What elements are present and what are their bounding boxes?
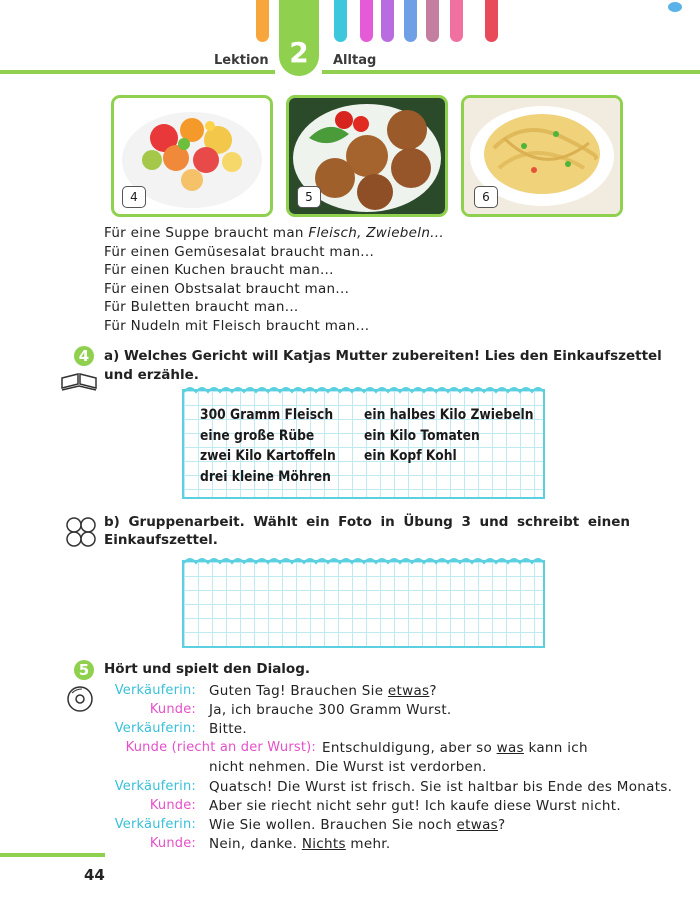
task-4b-line1: b) Gruppenarbeit. Wählt ein Foto in Übung 3 und schreibt einen	[104, 514, 630, 530]
dialog-line	[322, 740, 588, 756]
task-number-5: 5	[74, 660, 94, 680]
header-rule-left	[0, 70, 275, 74]
dialog-text: Aber sie riecht nicht sehr gut! Ich kaufe diese Wurst nicht.	[209, 797, 621, 814]
dialog-text: Nein, danke.	[209, 835, 302, 852]
empty-shopping-list-note[interactable]	[182, 560, 545, 648]
dialog-text: Quatsch! Die Wurst ist frisch. Sie ist haltbar bis Ende des Monats.	[209, 778, 673, 795]
dialog-text: ?	[429, 683, 437, 699]
speaker-name: Verkäuferin:	[114, 721, 196, 737]
photo-fruit-salad	[111, 95, 273, 217]
dialog-line	[209, 759, 487, 775]
sentence-line	[104, 281, 349, 297]
speaker-name: Kunde (riecht an der Wurst):	[125, 740, 316, 756]
sentence-italic: Fleisch, Zwiebeln...	[308, 225, 444, 241]
lesson-label: Lektion	[214, 53, 269, 68]
dialog-text: Bitte.	[209, 721, 247, 738]
dialog-line	[209, 798, 621, 814]
color-stripe	[404, 0, 417, 42]
color-stripe	[381, 0, 394, 42]
corner-logo	[668, 2, 682, 12]
photo-number: 4	[122, 186, 146, 208]
color-stripe	[485, 0, 498, 42]
task-4a-line2: und erzähle.	[104, 367, 199, 383]
speaker-name: Verkäuferin:	[114, 683, 196, 698]
sentence-line	[104, 244, 374, 260]
dialog-text: kann ich	[523, 740, 588, 757]
dialog-line	[209, 836, 391, 852]
sentence-text: Für Nudeln mit Fleisch braucht man...	[104, 318, 370, 334]
dialog-text: Ja, ich brauche 300 Gramm Wurst.	[209, 702, 452, 719]
page-number: 44	[84, 866, 105, 884]
shopping-list-item: ein halbes Kilo Zwiebeln	[364, 407, 534, 423]
shopping-list-item: eine große Rübe	[200, 427, 315, 444]
task-5-title: Hört und spielt den Dialog.	[104, 661, 311, 677]
sentence-text: Für eine Suppe braucht man	[104, 225, 309, 241]
sentence-text: Für einen Kuchen braucht man...	[104, 262, 334, 279]
color-stripe	[360, 0, 373, 42]
photo-number: 6	[474, 186, 498, 208]
group-work-icon	[64, 515, 98, 547]
photo-pasta	[461, 95, 623, 217]
shopping-list-item: ein Kopf Kohl	[364, 448, 457, 464]
color-stripe	[256, 0, 269, 42]
underlined-word: etwas	[456, 816, 498, 833]
dialog-line	[209, 702, 452, 718]
speaker-name: Kunde:	[149, 797, 196, 813]
photo-number: 5	[297, 186, 321, 208]
lesson-topic: Alltag	[333, 53, 377, 68]
note-spiral-edge	[184, 555, 543, 565]
dialog-line	[209, 683, 437, 699]
dialog-text: nicht nehmen. Die Wurst ist verdorben.	[209, 759, 487, 776]
underlined-word: was	[496, 740, 524, 757]
underlined-word: Nichts	[301, 835, 346, 852]
shopping-list-note	[182, 389, 545, 499]
speaker-name: Kunde:	[149, 835, 196, 851]
color-stripe	[426, 0, 439, 42]
lesson-number: 2	[289, 36, 309, 69]
shopping-list-item: 300 Gramm Fleisch	[200, 407, 334, 423]
header-rule-right	[322, 70, 700, 74]
dialog-line	[209, 721, 247, 737]
sentence-text: Für einen Gemüsesalat braucht man...	[104, 243, 375, 260]
task-4a-line1: a) Welches Gericht will Katjas Mutter zubereiten! Lies den Einkaufszettel	[104, 348, 662, 364]
dialog-line	[209, 779, 672, 795]
task-4b-line2: Einkaufszettel.	[104, 532, 218, 548]
dialog-text: Guten Tag! Brauchen Sie	[209, 683, 388, 699]
task-number-4: 4	[74, 346, 94, 366]
color-stripe	[334, 0, 347, 42]
speaker-name: Verkäuferin:	[114, 816, 196, 832]
sentence-line	[104, 299, 299, 315]
dialog-text: mehr.	[345, 835, 391, 852]
color-stripe	[450, 0, 463, 42]
dialog-text: Entschuldigung, aber so	[322, 740, 497, 757]
speaker-name: Verkäuferin:	[114, 778, 196, 794]
book-icon	[60, 370, 98, 392]
footer-rule	[0, 853, 105, 857]
sentence-line	[104, 318, 369, 334]
note-spiral-edge	[184, 384, 543, 394]
sentence-text: Für Buletten braucht man...	[104, 299, 299, 316]
underlined-word: etwas	[387, 683, 430, 699]
sentence-line	[104, 225, 444, 241]
dialog-line	[209, 817, 505, 833]
sentence-line	[104, 262, 334, 278]
shopping-list-item: ein Kilo Tomaten	[364, 427, 480, 444]
shopping-list-item: zwei Kilo Kartoffeln	[200, 448, 336, 464]
audio-cd-icon	[66, 685, 94, 713]
dialog-text: ?	[498, 816, 506, 833]
dialog-text: Wie Sie wollen. Brauchen Sie noch	[209, 816, 457, 833]
shopping-list-item: drei kleine Möhren	[200, 468, 331, 485]
photo-meatballs	[286, 95, 448, 217]
speaker-name: Kunde:	[149, 702, 196, 718]
sentence-text: Für einen Obstsalat braucht man...	[104, 280, 350, 297]
